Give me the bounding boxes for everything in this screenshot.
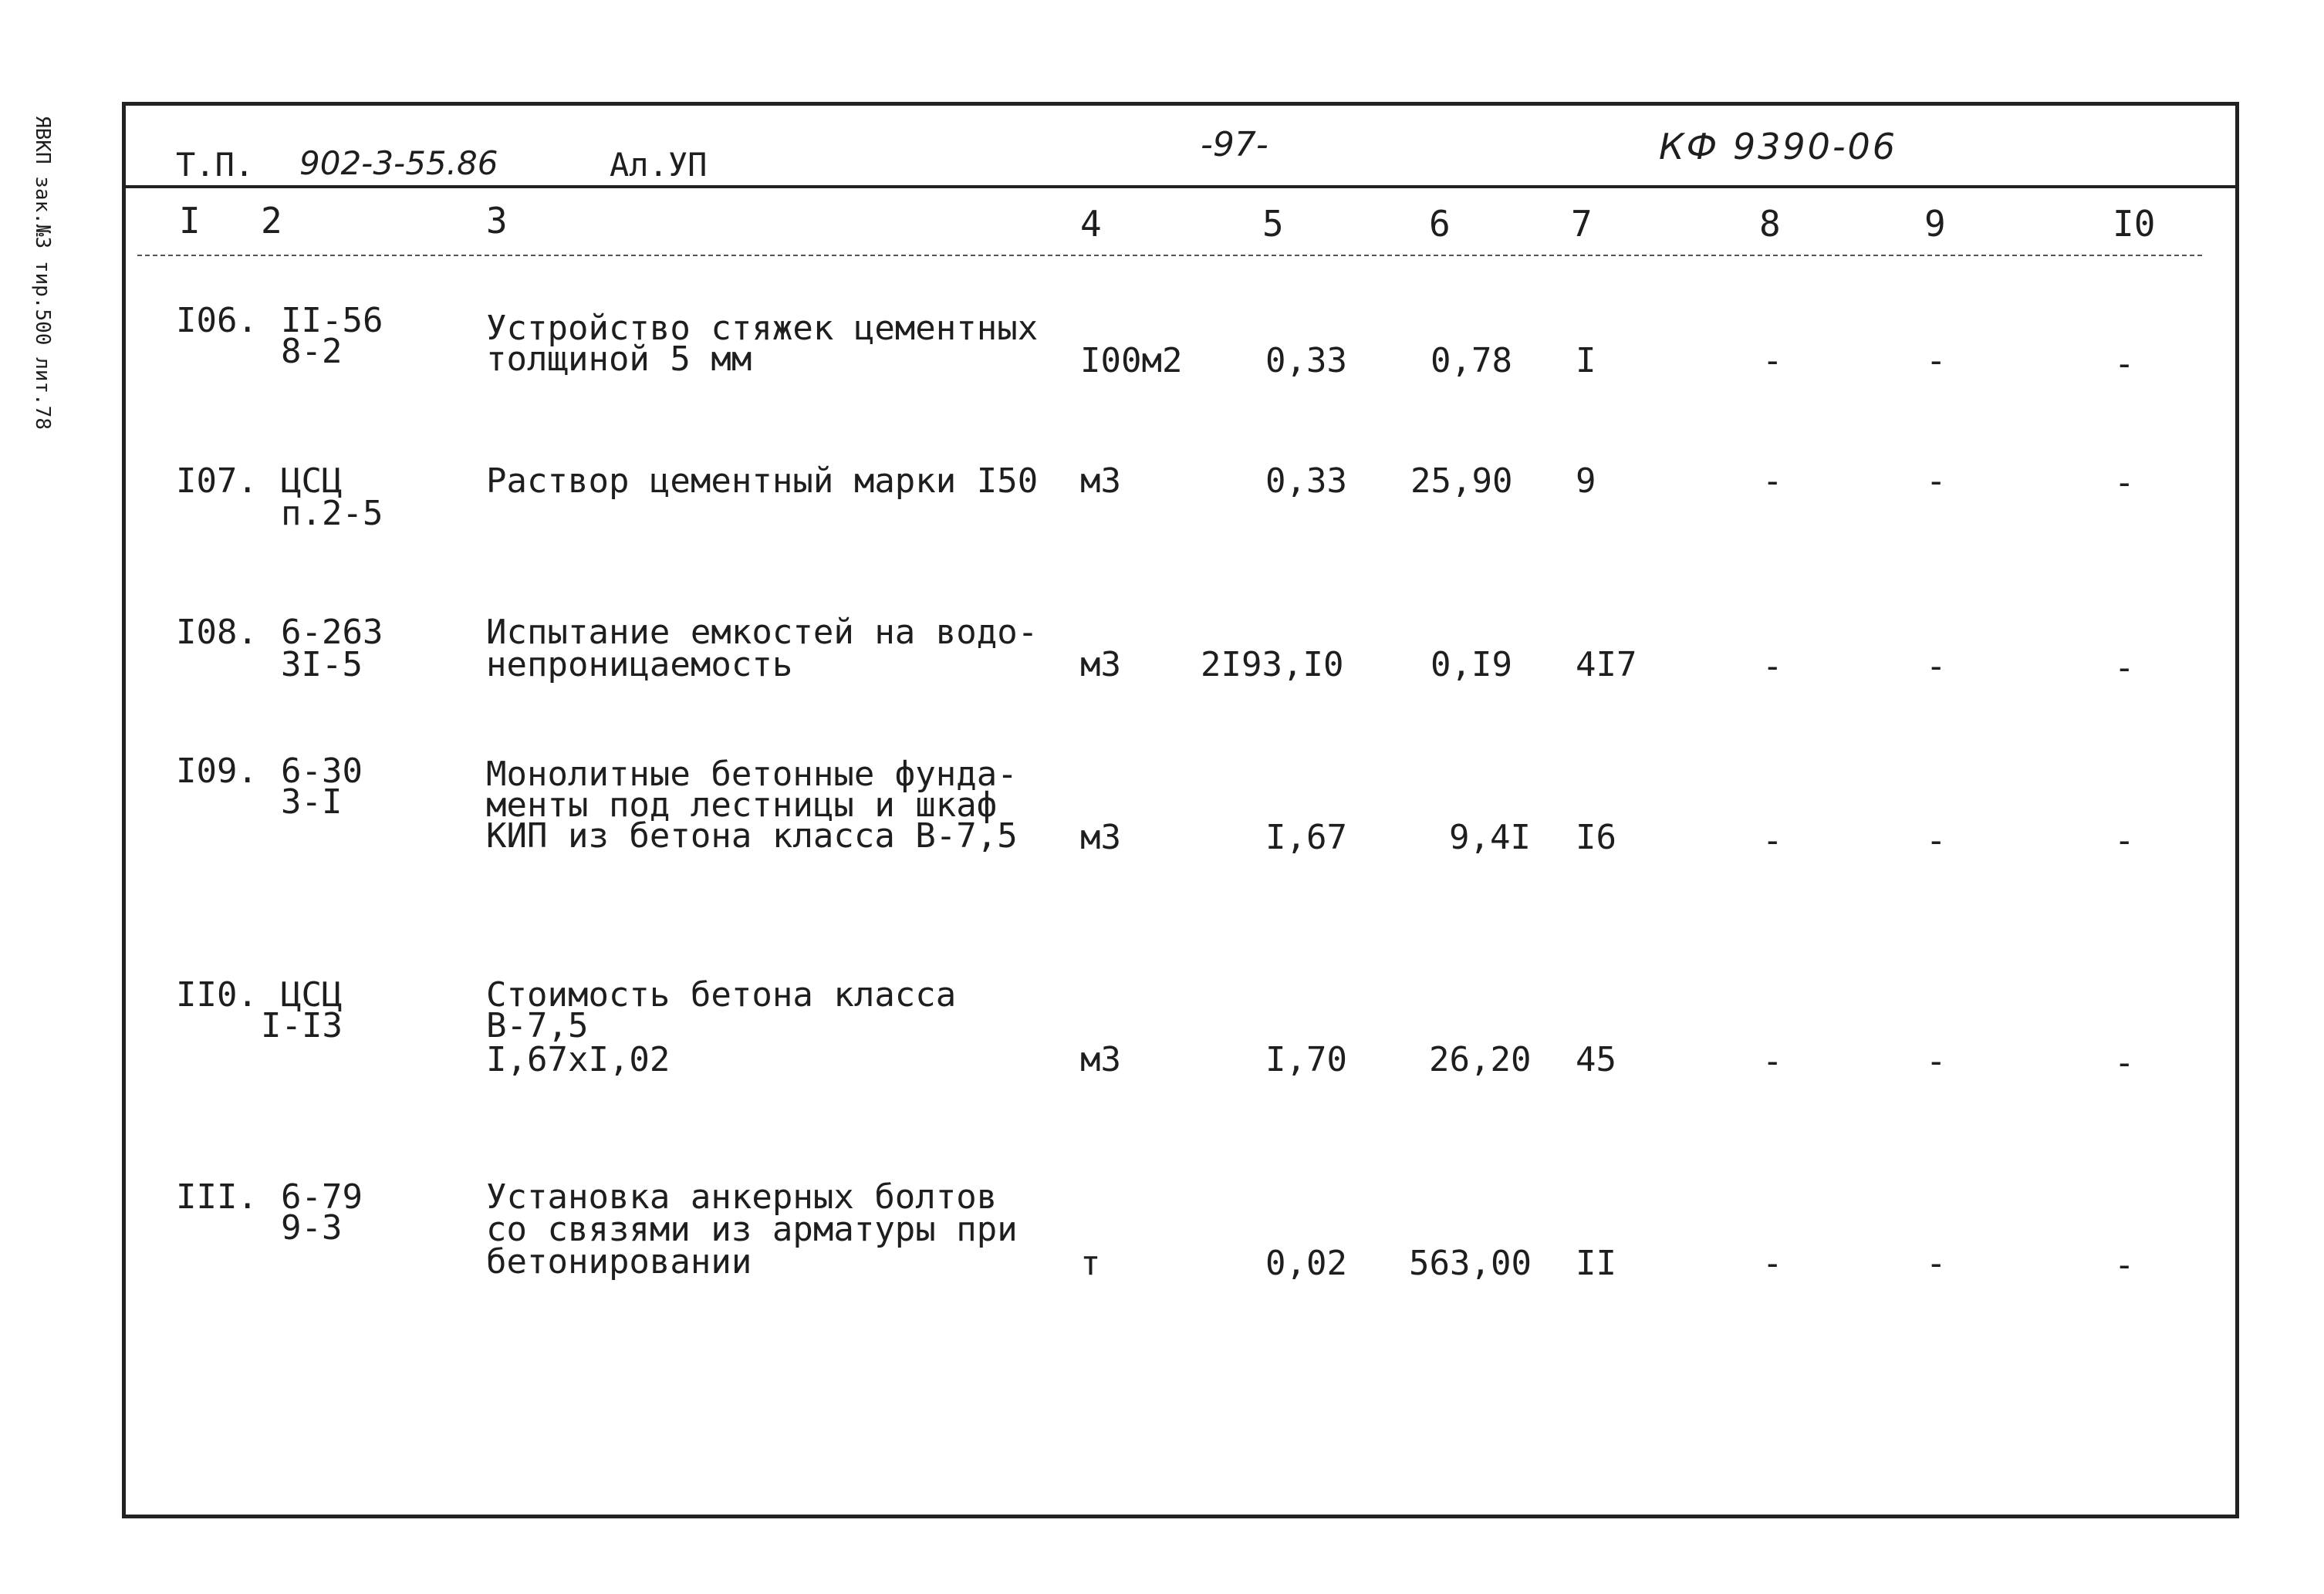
row-total: I6 [1576, 818, 1616, 857]
row-ref-line-2: I-I3 [261, 1006, 343, 1045]
album-label: Ал.УП [610, 146, 708, 184]
row-quantity: 0,02 [1265, 1244, 1347, 1283]
row-ref-line-2: 8-2 [281, 332, 343, 371]
col-header-2: 2 [261, 200, 282, 241]
row-ref-line-1: ЦСЦ [281, 975, 343, 1015]
row-ref-line-1: 6-30 [281, 751, 363, 791]
row-unit: м3 [1080, 1040, 1121, 1079]
row-col8: - [1762, 1244, 1783, 1283]
row-total: 45 [1576, 1040, 1616, 1079]
row-col10: - [2114, 648, 2135, 687]
row-desc-line-1: Раствор цементный марки I50 [486, 461, 1039, 501]
row-unit-price: 563,00 [1409, 1244, 1532, 1283]
row-desc-line-2: менты под лестницы и шкаф [486, 785, 998, 825]
row-desc-line-3: КИП из бетона класса В-7,5 [486, 816, 1018, 856]
header-rule [125, 185, 2236, 188]
row-ref-line-1: ЦСЦ [281, 461, 343, 501]
row-unit-price: 0,78 [1431, 341, 1512, 380]
col-header-5: 5 [1262, 203, 1284, 245]
row-ref-line-1: 6-79 [281, 1177, 363, 1217]
row-col10: - [2114, 1245, 2135, 1285]
col-header-10: I0 [2113, 203, 2156, 245]
row-unit-price: 9,4I [1449, 818, 1531, 857]
row-desc-line-2: толщиной 5 мм [486, 339, 752, 379]
row-desc-line-2: со связями из арматуры при [486, 1210, 1018, 1249]
project-label: Т.П. [176, 146, 255, 184]
side-stamp: ЯВКП зак.№3 тир.500 лит.78 [31, 116, 54, 430]
row-col10: - [2114, 344, 2135, 383]
row-col9: - [1926, 461, 1947, 501]
row-col9: - [1926, 647, 1947, 686]
row-unit: I00м2 [1080, 341, 1183, 380]
page-number: -97- [1201, 125, 1268, 164]
row-ref-line-2: 3-I [281, 782, 343, 822]
row-total: I [1576, 341, 1596, 380]
row-total: II [1576, 1244, 1616, 1283]
row-ref-line-1: 6-263 [281, 613, 383, 652]
row-ref-line-2: п.2-5 [281, 494, 383, 533]
row-unit: т [1080, 1244, 1101, 1283]
row-unit: м3 [1080, 645, 1121, 684]
row-number: I09. [176, 751, 258, 791]
row-col9: - [1926, 1042, 1947, 1081]
row-col8: - [1762, 821, 1783, 860]
row-col10: - [2114, 821, 2135, 860]
row-quantity: 2I93,I0 [1201, 645, 1344, 684]
row-number: III. [176, 1177, 258, 1217]
row-number: II0. [176, 975, 258, 1015]
row-total: 4I7 [1576, 645, 1637, 684]
row-col9: - [1926, 341, 1947, 380]
row-desc-line-1: Устройство стяжек цементных [486, 309, 1039, 348]
row-desc-line-2: В-7,5 [486, 1006, 589, 1045]
row-col8: - [1762, 461, 1783, 501]
page-frame [122, 102, 2239, 1518]
row-quantity: I,67 [1265, 818, 1347, 857]
row-col8: - [1762, 1042, 1783, 1081]
row-number: I08. [176, 613, 258, 652]
row-quantity: 0,33 [1265, 461, 1347, 501]
row-desc-line-1: Стоимость бетона класса [486, 975, 957, 1015]
row-col8: - [1762, 341, 1783, 380]
document-code: КФ 9390-06 [1659, 126, 1898, 167]
row-col10: - [2114, 463, 2135, 502]
row-unit: м3 [1080, 461, 1121, 501]
row-desc-line-3: I,67хI,02 [486, 1040, 671, 1079]
row-col9: - [1926, 1244, 1947, 1283]
col-header-9: 9 [1924, 203, 1946, 245]
row-ref-line-2: 9-3 [281, 1208, 343, 1248]
row-ref-line-2: 3I-5 [281, 645, 363, 684]
row-unit-price: 26,20 [1429, 1040, 1532, 1079]
column-header-rule [137, 255, 2202, 256]
col-header-1: I [179, 200, 201, 241]
row-desc-line-3: бетонировании [486, 1242, 752, 1282]
project-number: 902-3-55.86 [299, 144, 498, 182]
row-ref-line-1: II-56 [281, 301, 383, 340]
row-quantity: 0,33 [1265, 341, 1347, 380]
row-col10: - [2114, 1043, 2135, 1082]
row-unit: м3 [1080, 818, 1121, 857]
row-col8: - [1762, 647, 1783, 686]
col-header-4: 4 [1080, 203, 1102, 245]
row-desc-line-1: Установка анкерных болтов [486, 1177, 998, 1217]
row-number: I06. [176, 301, 258, 340]
row-total: 9 [1576, 461, 1596, 501]
row-desc-line-2: непроницаемость [486, 645, 793, 684]
col-header-8: 8 [1759, 203, 1781, 245]
row-unit-price: 0,I9 [1431, 645, 1512, 684]
row-number: I07. [176, 461, 258, 501]
row-col9: - [1926, 821, 1947, 860]
col-header-6: 6 [1429, 203, 1451, 245]
col-header-3: 3 [486, 200, 508, 241]
col-header-7: 7 [1571, 203, 1593, 245]
row-desc-line-1: Монолитные бетонные фунда- [486, 755, 1018, 794]
row-unit-price: 25,90 [1410, 461, 1513, 501]
row-quantity: I,70 [1265, 1040, 1347, 1079]
row-desc-line-1: Испытание емкостей на водо- [486, 613, 1039, 652]
